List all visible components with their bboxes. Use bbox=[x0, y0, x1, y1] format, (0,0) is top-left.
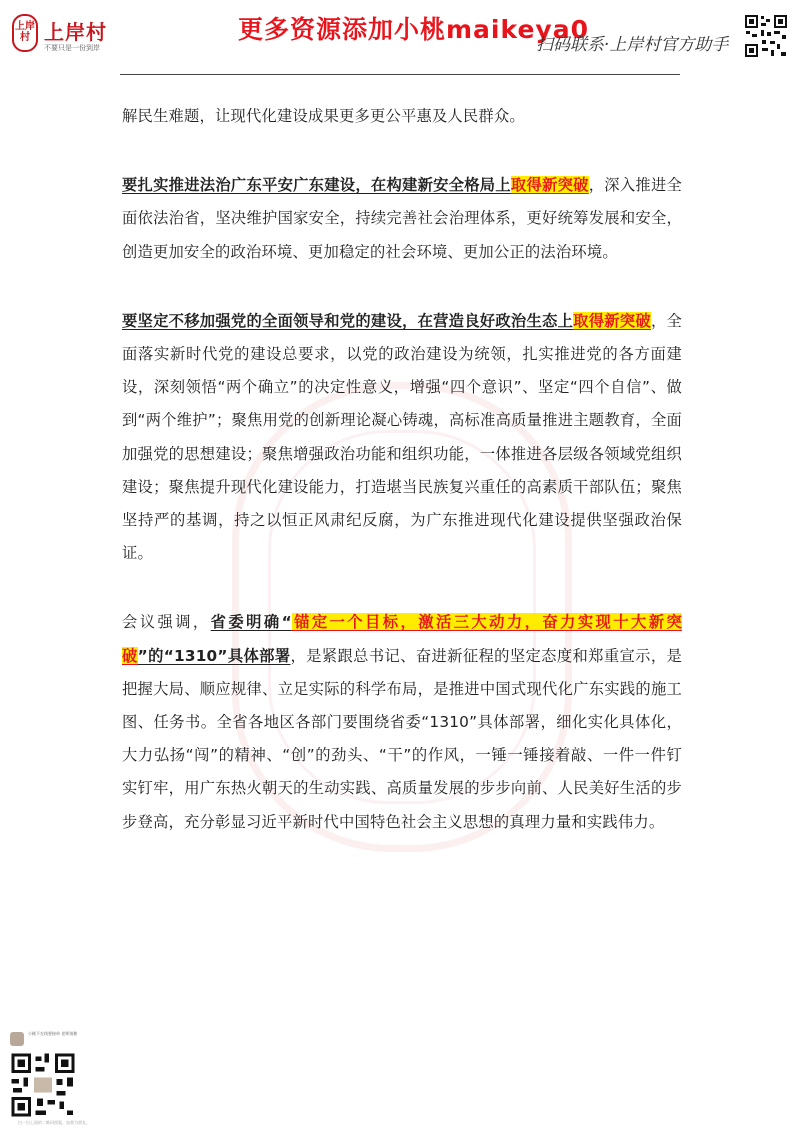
paragraph-2 bbox=[122, 169, 682, 269]
paragraph-3-rest: ，全面落实新时代党的建设总要求，以党的政治建设为统领，扎实推进党的各方面建设，深刻领悟“两个确立”的决定性意义，增强“四个意识”、坚定“四个自信”、做到“两个维护”；聚焦用党的创新理论凝心铸魂，高标准高质量推进主题教育，全面加强党的思想建设；聚焦增强政治功能和组织功能，一体推进各层级各领域党组织建设；聚焦提升现代化建设能力，打造堪当民族复兴重任的高素质干部队伍；聚焦坚持严的基调，持之以恒正风肃纪反腐，为广东推进现代化建设提供坚强政治保证。 bbox=[122, 311, 682, 563]
qr-code-icon bbox=[10, 1052, 76, 1118]
logo-seal-icon bbox=[12, 14, 38, 52]
footer-caption: 扫一扫上面的二维码图案，加我为朋友。 bbox=[18, 1120, 90, 1125]
promo-banner: 更多资源添加小桃maikeya0 bbox=[238, 15, 589, 44]
header-divider bbox=[120, 74, 680, 75]
avatar bbox=[10, 1032, 24, 1046]
paragraph-4-intro: 会议强调， bbox=[122, 613, 211, 632]
qr-code-icon bbox=[744, 14, 788, 58]
article-body bbox=[122, 100, 682, 839]
paragraph-4 bbox=[122, 606, 682, 838]
paragraph-3-highlight: 取得新突破 bbox=[573, 311, 651, 330]
paragraph-3 bbox=[122, 305, 682, 571]
paragraph-4-lead-start: 省委明确“ bbox=[210, 613, 292, 632]
paragraph-4-lead-end: ”的“1310”具体部署 bbox=[137, 646, 291, 665]
paragraph-3-lead: 要坚定不移加强党的全面领导和党的建设，在营造良好政治生态上 bbox=[122, 311, 574, 330]
footer-contact-card bbox=[10, 1030, 100, 1125]
paragraph-2-highlight: 取得新突破 bbox=[510, 176, 589, 195]
paragraph-2-rest: ，深入推进全面依法治省，坚决维护国家安全，持续完善社会治理体系，更好统筹发展和安全，创造更加安全的政治环境、更加稳定的社会环境、更加公正的法治环境。 bbox=[122, 176, 682, 261]
paragraph-4-highlight: 锚定一个目标，激活三大动力，奋力实现十大新突破 bbox=[122, 613, 682, 665]
contact-text: 扫码联系·上岸村官方助手 bbox=[536, 35, 729, 55]
paragraph-4-rest: ，是紧跟总书记、奋进新征程的坚定态度和郑重宣示，是把握大局、顺应规律、立足实际的科学布局，是推进中国式现代化广东实践的施工图、任务书。全省各地区各部门要围绕省委“1310”具体部署，细化实化具体化，大力弘扬“闯”的精神、“创”的劲头、“干”的作风，一锤一锤接着敲、一件一件钉实钉牢，用广东热火朝天的生动实践、高质量发展的步步向前、人民美好生活的步步登高，充分彰显习近平新时代中国特色社会主义思想的真理力量和实践伟力。 bbox=[122, 646, 682, 831]
brand-logo bbox=[12, 12, 108, 64]
paragraph-1 bbox=[122, 100, 682, 133]
footer-contact-name: 小桃不在线要接单 老师别催 bbox=[28, 1031, 78, 1036]
logo-seal-text: 上岸村 bbox=[15, 21, 35, 43]
logo-name: 上岸村 bbox=[44, 20, 107, 44]
paragraph-1-text: 解民生难题，让现代化建设成果更多更公平惠及人民群众。 bbox=[122, 107, 525, 125]
paragraph-2-lead: 要扎实推进法治广东平安广东建设，在构建新安全格局上 bbox=[122, 176, 511, 195]
logo-slogan: 不要只是一份到岸 bbox=[44, 44, 100, 52]
